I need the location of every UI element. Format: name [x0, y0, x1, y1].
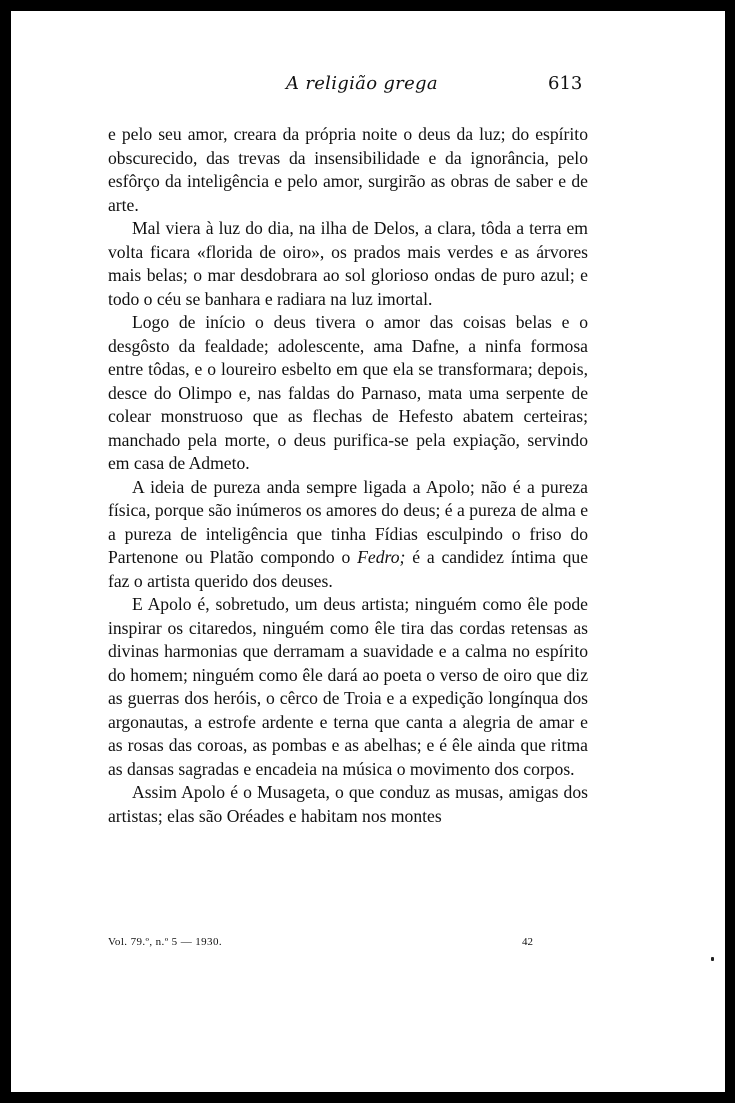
signature-mark: 42 — [522, 936, 533, 948]
ink-speck — [711, 957, 714, 961]
work-title-fedro: Fedro; — [357, 547, 406, 567]
volume-info: Vol. 79.º, n.º 5 — 1930. — [108, 936, 223, 948]
body-text — [108, 123, 588, 828]
page-footer — [108, 936, 588, 954]
running-title: A religião grega — [286, 73, 438, 94]
book-page — [11, 11, 725, 1092]
paragraph-3: Logo de início o deus tivera o amor das coisas belas e o desgôsto da fealdade; adolescente, ama Dafne, a ninfa formosa entre tôdas, e o loureiro esbelto em que ela se transformara; depois, desce do Olimpo e, nas faldas do Parnaso, mata uma serpente de colear monstruoso que as flechas de Hefesto abatem certeiras; manchado pela morte, o deus purifica-se pela expiação, servindo em casa de Admeto. — [108, 312, 588, 473]
paragraph-4 — [108, 476, 588, 594]
paragraph-5: E Apolo é, sobretudo, um deus artista; ninguém como êle pode inspirar os citaredos, ninguém como êle tira das cordas retensas as divinas harmonias que derramam a suavidade e a calma no espírito do homem; ninguém como êle dará ao poeta o verso de oiro que diz as guerras dos heróis, o cêrco de Troia e a expedição longínqua dos argonautas, a estrofe ardente e terna que canta a alegria de amar e as rosas das coroas, as pombas e as abelhas; e é êle ainda que ritma as dansas sagradas e encadeia na música o movimento dos corpos. — [108, 594, 588, 779]
page-header — [11, 73, 725, 97]
paragraph-4-text-start: A ideia de pureza anda sempre ligada a Apolo; não é a pureza física, porque são inúmeros os amores do deus; é a pureza de alma e a pureza de inteligência que tinha Fídias esculpindo o friso do Partenone ou Platão compondo o — [108, 476, 588, 567]
page-number: 613 — [548, 73, 583, 94]
paragraph-4-text-end: é a candidez íntima que faz o artista querido dos deuses. — [108, 547, 589, 591]
paragraph-1: e pelo seu amor, creara da própria noite o deus da luz; do espírito obscurecido, das trevas da insensibilidade e da ignorância, pelo esfôrço da inteligência e pelo amor, surgirão as obras de saber e de arte. — [108, 124, 588, 215]
paragraph-2: Mal viera à luz do dia, na ilha de Delos, a clara, tôda a terra em volta ficara «florida de oiro», os prados mais verdes e as árvores mais belas; o mar desdobrara ao sol glorioso ondas de puro azul; e todo o céu se banhara e radiara na luz imortal. — [108, 218, 588, 309]
paragraph-6: Assim Apolo é o Musageta, o que conduz as musas, amigas dos artistas; elas são Oréades e habitam nos montes — [108, 782, 588, 826]
